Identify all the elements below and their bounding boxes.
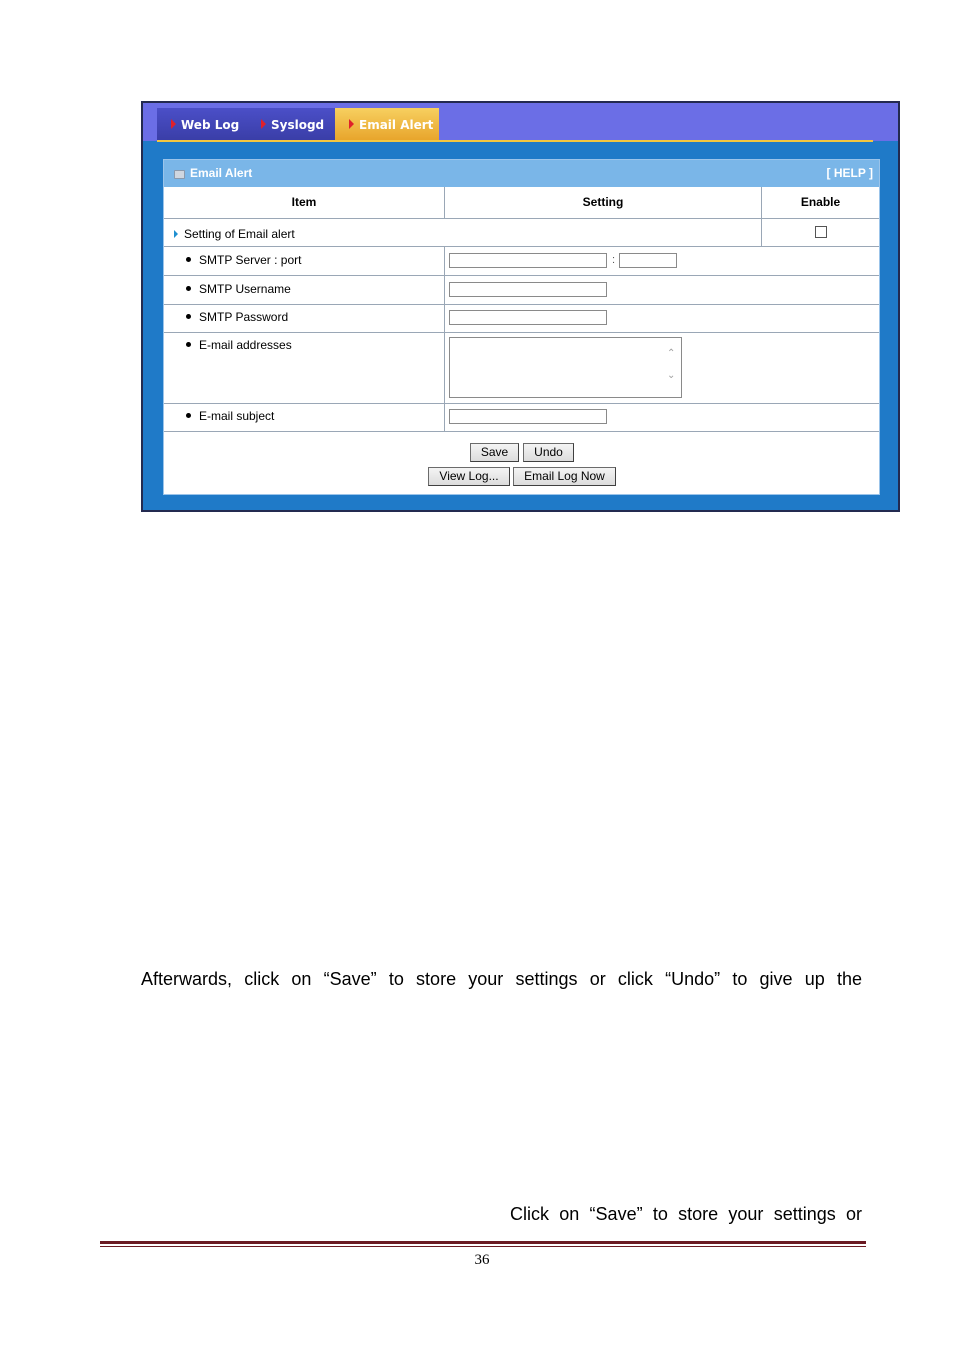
tab-syslogd[interactable] [247,108,335,140]
smtp-port-input[interactable] [619,253,677,268]
row-divider [164,275,879,276]
row-email-subject [186,409,274,423]
row-divider [164,218,879,219]
column-divider [444,246,445,431]
smtp-password-input[interactable] [449,310,607,325]
footer-rule [100,1241,866,1244]
section-header [164,160,879,187]
tab-arrow-icon [349,119,354,129]
help-link[interactable]: [ HELP ] [826,166,873,180]
enable-checkbox[interactable] [815,226,827,238]
save-button[interactable]: Save [470,443,519,462]
row-divider [164,246,879,247]
tab-underline [157,140,873,142]
scroll-down-icon[interactable]: ⌄ [667,370,676,381]
undo-button[interactable]: Undo [523,443,574,462]
row-smtp-username [186,282,291,296]
smtp-username-input[interactable] [449,282,607,297]
row-label: SMTP Username [199,282,291,296]
tab-email-alert[interactable] [335,108,439,140]
row-label: SMTP Password [199,310,289,324]
email-addresses-textarea[interactable] [449,337,682,398]
row-divider [164,304,879,305]
tab-web-log[interactable] [157,108,247,140]
view-log-button[interactable]: View Log... [428,467,510,486]
section-icon [174,170,185,179]
bullet-icon [186,286,191,291]
body-paragraph: Click on “Save” to store your settings or [510,1204,862,1224]
port-separator: : [612,254,616,266]
section-title: Email Alert [190,166,253,180]
row-label: E-mail subject [199,409,275,423]
tab-label: Email Alert [359,118,434,132]
scroll-up-icon[interactable]: ⌃ [667,348,676,359]
email-subject-input[interactable] [449,409,607,424]
smtp-server-input[interactable] [449,253,607,268]
email-alert-panel [141,101,900,512]
body-paragraph: Afterwards, click on “Save” to store your settings or click “Undo” to give up the [141,969,862,989]
row-smtp-password [186,310,288,324]
tab-label: Syslogd [271,118,325,132]
tab-bar [143,103,898,141]
row-divider [164,431,879,432]
row-divider [164,332,879,333]
row-label: SMTP Server : port [199,253,302,267]
row-email-addresses [186,338,292,352]
footer-rule [100,1246,866,1247]
row-setting-of-email-alert [174,227,295,241]
tab-arrow-icon [171,119,176,129]
bullet-icon [186,314,191,319]
bullet-icon [186,257,191,262]
row-divider [164,403,879,404]
column-header-enable: Enable [800,195,841,209]
email-log-now-button[interactable]: Email Log Now [513,467,616,486]
expand-arrow-icon [174,230,178,238]
row-label: E-mail addresses [199,338,292,352]
column-header-setting: Setting [582,195,624,209]
row-smtp-server-port [186,253,301,267]
column-header-item: Item [291,195,317,209]
bullet-icon [186,342,191,347]
bullet-icon [186,413,191,418]
tab-arrow-icon [261,119,266,129]
row-label: Setting of Email alert [184,227,295,241]
page-number: 36 [474,1252,490,1268]
tab-label: Web Log [181,118,240,132]
settings-table [163,159,880,495]
